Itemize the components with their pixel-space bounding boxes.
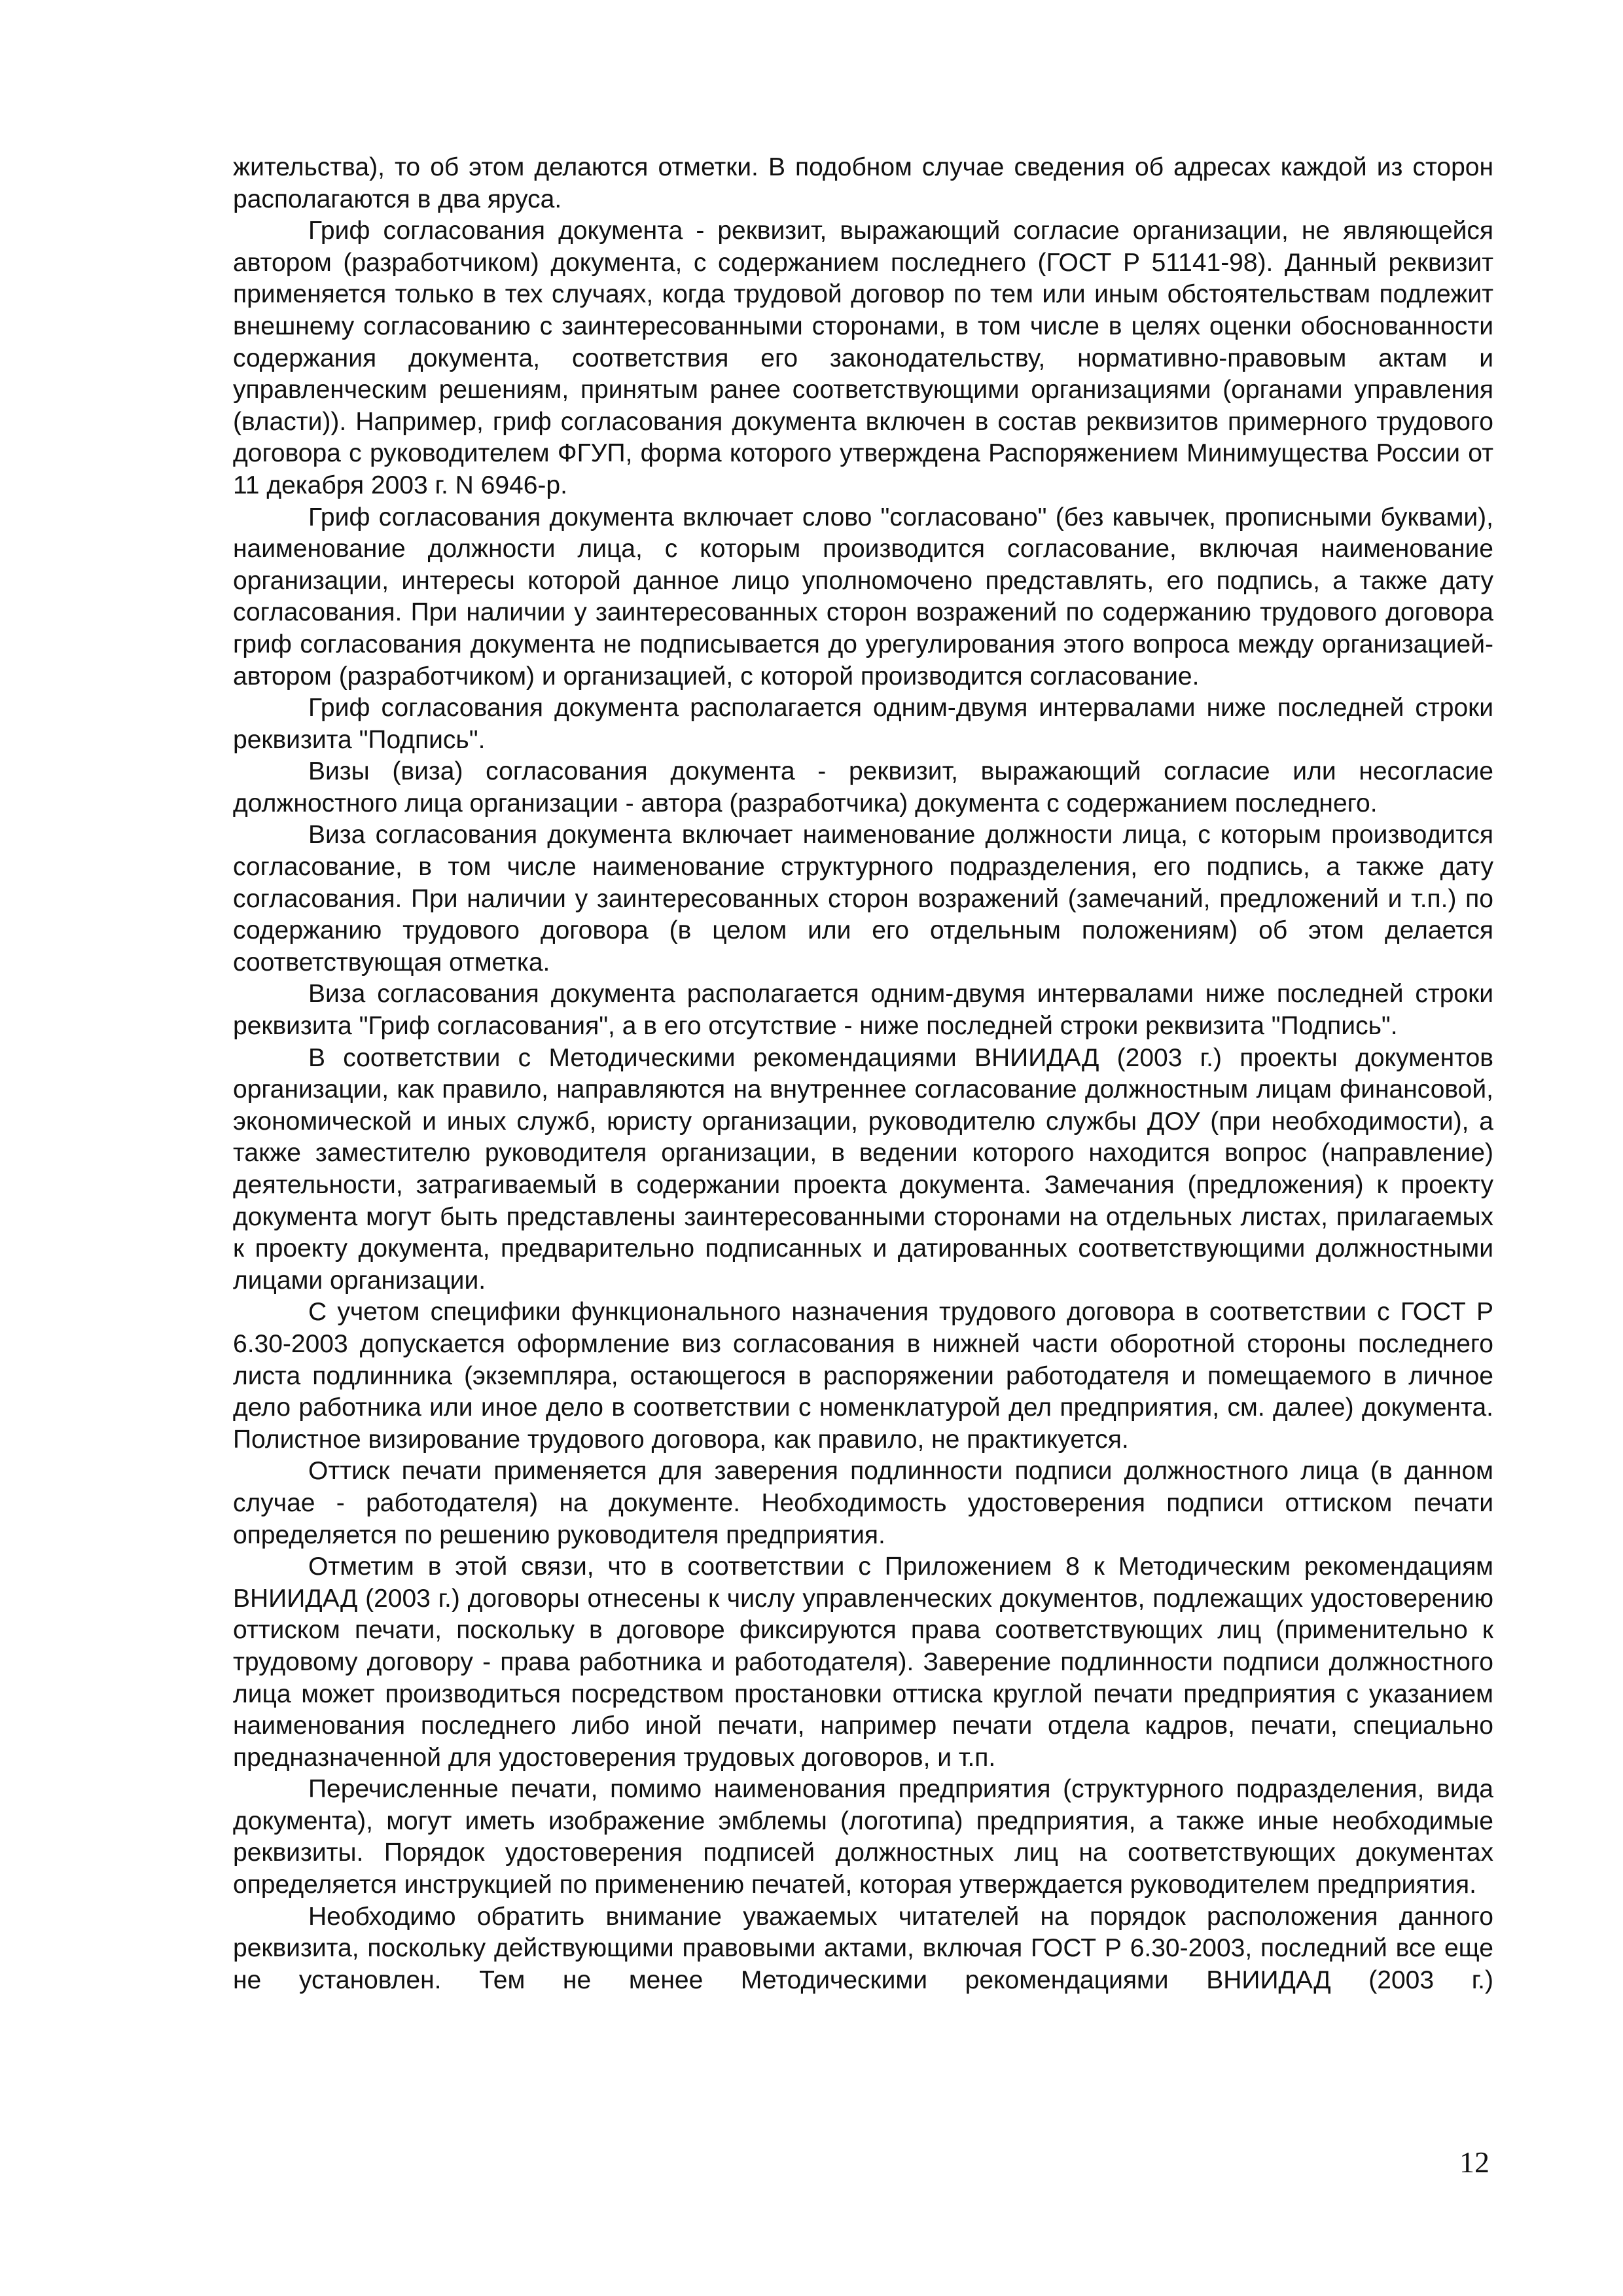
page-number: 12 (1459, 2145, 1489, 2179)
paragraph-visa-contents: Виза согласования документа включает наименование должности лица, с которым производится согласование, в том числе наименование структурного подразделения, его подпись, а также дату согласования. При наличии у заинтересованных сторон возражений (замечаний, предложений и т.п.) по содержанию трудового договора (в целом или его отдельным положениям) об этом делается соответствующая отметка. (233, 821, 1493, 977)
document-body (233, 152, 1493, 1996)
paragraph-seal-types: Перечисленные печати, помимо наименования предприятия (структурного подразделения, вида документа), могут иметь изображение эмблемы (логотипа) предприятия, а также иные необходимые реквизиты. Порядок удостоверения подписей должностных лиц на соответствующих документах определяется инструкцией по применению печатей, которая утверждается руководителем предприятия. (233, 1775, 1493, 1899)
paragraph-seal-requirement: Отметим в этой связи, что в соответствии с Приложением 8 к Методическим рекомендациям ВНИИДАД (2003 г.) договоры отнесены к числу управленческих документов, подлежащих удостоверению оттиском печати, поскольку в договоре фиксируются права соответствующих лиц (применительно к трудовому договору - права работника и работодателя). Заверение подлинности подписи должностного лица может производиться посредством простановки оттиска круглой печати предприятия с указанием наименования последнего либо иной печати, например печати отдела кадров, печати, специально предназначенной для удостоверения трудовых договоров, и т.п. (233, 1552, 1493, 1772)
paragraph-address-note: жительства), то об этом делаются отметки. В подобном случае сведения об адресах каждой из сторон располагаются в два яруса. (233, 153, 1493, 213)
paragraph-approval-stamp-definition: Гриф согласования документа - реквизит, выражающий согласие организации, не являющейся автором (разработчиком) документа, с содержанием последнего (ГОСТ Р 51141-98). Данный реквизит применяется только в тех случаях, когда трудовой договор по тем или иным обстоятельствам подлежит внешнему согласованию с заинтересованными сторонами, в том числе в целях оценки обоснованности содержания документа, соответствия его законодательству, нормативно-правовым актам и управленческим решениям, принятым ранее соответствующими организациями (органами управления (власти)). Например, гриф согласования документа включен в состав реквизитов примерного трудового договора с руководителем ФГУП, форма которого утверждена Распоряжением Минимущества России от 11 декабря 2003 г. N 6946-р. (233, 217, 1493, 499)
paragraph-visa-placement: Виза согласования документа располагается одним-двумя интервалами ниже последней строки реквизита "Гриф согласования", а в его отсутствие - ниже последней строки реквизита "Подпись". (233, 980, 1493, 1041)
paragraph-visa-definition: Визы (виза) согласования документа - реквизит, выражающий согласие или несогласие должностного лица организации - автора (разработчика) документа с содержанием последнего. (233, 757, 1493, 817)
paragraph-approval-stamp-contents: Гриф согласования документа включает слово "согласовано" (без кавычек, прописными буквами), наименование должности лица, с которым производится согласование, включая наименование организации, интересы которой данное лицо уполномочено представлять, его подпись, а также дату согласования. При наличии у заинтересованных сторон возражений по содержанию трудового договора гриф согласования документа не подписывается до урегулирования этого вопроса между организацией-автором (разработчиком) и организацией, с которой производится согласование. (233, 503, 1493, 691)
paragraph-seal-purpose: Оттиск печати применяется для заверения подлинности подписи должностного лица (в данном случае - работодателя) на документе. Необходимость удостоверения подписи оттиском печати определяется по решению руководителя предприятия. (233, 1457, 1493, 1549)
paragraph-approval-stamp-placement: Гриф согласования документа располагается одним-двумя интервалами ниже последней строки реквизита "Подпись". (233, 694, 1493, 754)
paragraph-visa-reverse-side: С учетом специфики функционального назначения трудового договора в соответствии с ГОСТ Р 6.30-2003 допускается оформление виз согласования в нижней части оборотной стороны последнего листа подлинника (экземпляра, остающегося в распоряжении работодателя и помещаемого в личное дело работника или иное дело в соответствии с номенклатурой дел предприятия, см. далее) документа. Полистное визирование трудового договора, как правило, не практикуется. (233, 1298, 1493, 1454)
paragraph-internal-approval: В соответствии с Методическими рекомендациями ВНИИДАД (2003 г.) проекты документов организации, как правило, направляются на внутреннее согласование должностным лицам финансовой, экономической и иных служб, юристу организации, руководителю службы ДОУ (при необходимости), а также заместителю руководителя организации, в ведении которого находится вопрос (направление) деятельности, затрагиваемый в содержании проекта документа. Замечания (предложения) к проекту документа могут быть представлены заинтересованными сторонами на отдельных листах, прилагаемых к проекту документа, предварительно подписанных и датированных соответствующими должностными лицами организации. (233, 1043, 1493, 1295)
paragraph-seal-placement-note: Необходимо обратить внимание уважаемых читателей на порядок расположения данного реквизита, поскольку действующими правовыми актами, включая ГОСТ Р 6.30-2003, последний все еще не установлен. Тем не менее Методическими рекомендациями ВНИИДАД (2003 г.) (233, 1902, 1493, 1994)
